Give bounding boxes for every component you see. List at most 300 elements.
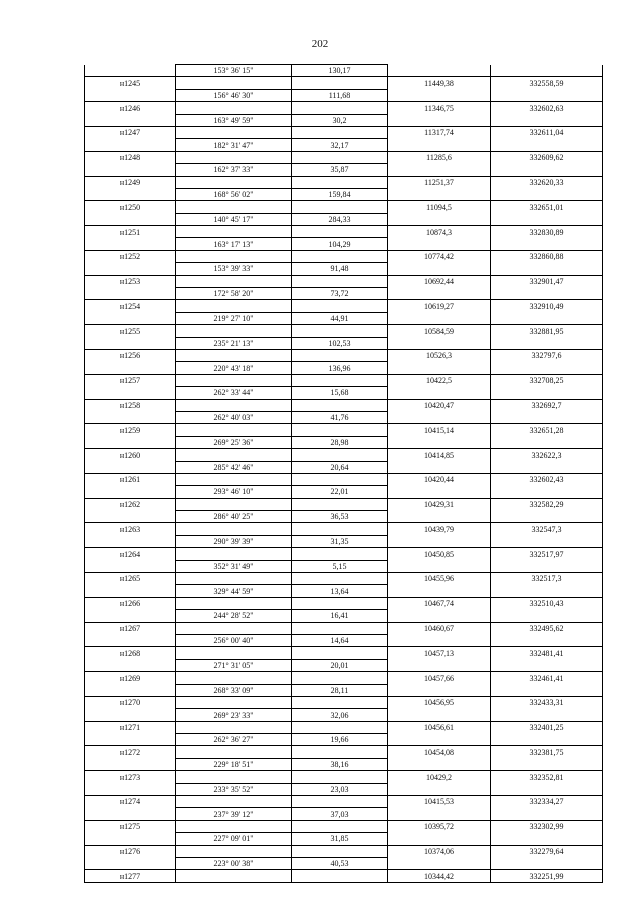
direction-angle-cell: 237° 39' 12" [176, 808, 292, 820]
empty-cell [176, 126, 292, 138]
segment-row [85, 783, 603, 795]
point-name-cell: н1245 [85, 77, 176, 89]
empty-cell [388, 486, 491, 498]
segment-row [85, 858, 603, 870]
empty-cell [85, 238, 176, 250]
empty-cell [176, 597, 292, 609]
direction-angle-cell: 271° 31' 05" [176, 659, 292, 671]
empty-cell [292, 226, 388, 238]
empty-cell [292, 820, 388, 832]
empty-cell [491, 164, 603, 176]
empty-cell [176, 796, 292, 808]
empty-cell [85, 808, 176, 820]
x-coordinate-cell: 10526,3 [388, 349, 491, 361]
empty-cell [176, 696, 292, 708]
empty-cell [85, 164, 176, 176]
length-cell: 28,11 [292, 684, 388, 696]
x-coordinate-cell: 11449,38 [388, 77, 491, 89]
y-coordinate-cell: 332461,41 [491, 672, 603, 684]
direction-angle-cell: 290° 39' 39" [176, 535, 292, 547]
empty-cell [388, 213, 491, 225]
x-coordinate-cell: 10456,95 [388, 696, 491, 708]
empty-cell [292, 597, 388, 609]
empty-cell [491, 535, 603, 547]
empty-cell [176, 374, 292, 386]
empty-cell [388, 238, 491, 250]
empty-cell [85, 188, 176, 200]
empty-cell [176, 399, 292, 411]
empty-cell [176, 176, 292, 188]
empty-cell [85, 65, 176, 77]
empty-cell [85, 486, 176, 498]
point-row [85, 151, 603, 163]
empty-cell [388, 164, 491, 176]
point-name-cell: н1265 [85, 573, 176, 585]
empty-cell [292, 424, 388, 436]
direction-angle-cell: 182° 31' 47" [176, 139, 292, 151]
point-row [85, 349, 603, 361]
direction-angle-cell: 293° 46' 10" [176, 486, 292, 498]
y-coordinate-cell: 332495,62 [491, 622, 603, 634]
empty-cell [292, 573, 388, 585]
point-row [85, 622, 603, 634]
point-name-cell: н1252 [85, 250, 176, 262]
length-cell: 36,53 [292, 511, 388, 523]
point-name-cell: н1246 [85, 102, 176, 114]
point-name-cell: н1256 [85, 349, 176, 361]
empty-cell [388, 65, 491, 77]
direction-angle-cell: 172° 58' 20" [176, 288, 292, 300]
coordinates-table [84, 64, 603, 883]
y-coordinate-cell: 332381,75 [491, 746, 603, 758]
direction-angle-cell: 227° 09' 01" [176, 833, 292, 845]
x-coordinate-cell: 10439,79 [388, 523, 491, 535]
empty-cell [491, 213, 603, 225]
empty-cell [491, 783, 603, 795]
point-row [85, 597, 603, 609]
empty-cell [388, 535, 491, 547]
length-cell: 91,48 [292, 263, 388, 275]
empty-cell [388, 312, 491, 324]
empty-cell [292, 498, 388, 510]
direction-angle-cell: 233° 35' 52" [176, 783, 292, 795]
segment-row [85, 659, 603, 671]
length-cell: 32,17 [292, 139, 388, 151]
x-coordinate-cell: 10457,13 [388, 647, 491, 659]
empty-cell [176, 102, 292, 114]
empty-cell [388, 585, 491, 597]
empty-cell [85, 337, 176, 349]
y-coordinate-cell: 332797,6 [491, 349, 603, 361]
direction-angle-cell: 268° 33' 09" [176, 684, 292, 696]
x-coordinate-cell: 10619,27 [388, 300, 491, 312]
point-name-cell: н1258 [85, 399, 176, 411]
point-name-cell: н1270 [85, 696, 176, 708]
empty-cell [292, 449, 388, 461]
page-number: 202 [311, 38, 329, 50]
length-cell: 20,01 [292, 659, 388, 671]
point-name-cell: н1262 [85, 498, 176, 510]
point-row [85, 424, 603, 436]
point-name-cell: н1251 [85, 226, 176, 238]
empty-cell [388, 833, 491, 845]
point-name-cell: н1277 [85, 870, 176, 882]
point-name-cell: н1250 [85, 201, 176, 213]
x-coordinate-cell: 11251,37 [388, 176, 491, 188]
length-cell: 37,03 [292, 808, 388, 820]
length-cell: 40,53 [292, 858, 388, 870]
direction-angle-cell: 244° 28' 52" [176, 610, 292, 622]
y-coordinate-cell: 332611,04 [491, 126, 603, 138]
length-cell: 284,33 [292, 213, 388, 225]
y-coordinate-cell: 332481,41 [491, 647, 603, 659]
empty-cell [292, 473, 388, 485]
empty-cell [491, 312, 603, 324]
empty-cell [491, 709, 603, 721]
empty-cell [491, 263, 603, 275]
empty-cell [85, 634, 176, 646]
point-row [85, 548, 603, 560]
y-coordinate-cell: 332334,27 [491, 796, 603, 808]
length-cell: 15,68 [292, 387, 388, 399]
point-row [85, 845, 603, 857]
empty-cell [491, 188, 603, 200]
segment-row [85, 709, 603, 721]
x-coordinate-cell: 10344,42 [388, 870, 491, 882]
empty-cell [292, 325, 388, 337]
direction-angle-cell: 235° 21' 13" [176, 337, 292, 349]
x-coordinate-cell: 10415,14 [388, 424, 491, 436]
direction-angle-cell: 168° 56' 02" [176, 188, 292, 200]
empty-cell [491, 758, 603, 770]
empty-cell [491, 238, 603, 250]
empty-cell [85, 89, 176, 101]
empty-cell [85, 610, 176, 622]
empty-cell [292, 870, 388, 882]
point-row [85, 201, 603, 213]
empty-cell [292, 300, 388, 312]
empty-cell [491, 89, 603, 101]
empty-cell [388, 783, 491, 795]
empty-cell [176, 349, 292, 361]
empty-cell [292, 548, 388, 560]
empty-cell [176, 573, 292, 585]
empty-cell [388, 89, 491, 101]
x-coordinate-cell: 10467,74 [388, 597, 491, 609]
point-row [85, 176, 603, 188]
empty-cell [388, 263, 491, 275]
point-row [85, 870, 603, 882]
empty-cell [292, 275, 388, 287]
x-coordinate-cell: 10450,85 [388, 548, 491, 560]
empty-cell [491, 833, 603, 845]
point-name-cell: н1264 [85, 548, 176, 560]
direction-angle-cell: 229° 18' 51" [176, 758, 292, 770]
empty-cell [388, 511, 491, 523]
x-coordinate-cell: 10420,47 [388, 399, 491, 411]
length-cell: 16,41 [292, 610, 388, 622]
y-coordinate-cell: 332860,88 [491, 250, 603, 262]
empty-cell [491, 808, 603, 820]
y-coordinate-cell: 332910,49 [491, 300, 603, 312]
empty-cell [85, 758, 176, 770]
y-coordinate-cell: 332609,62 [491, 151, 603, 163]
point-name-cell: н1261 [85, 473, 176, 485]
empty-cell [176, 721, 292, 733]
empty-cell [85, 436, 176, 448]
empty-cell [491, 139, 603, 151]
x-coordinate-cell: 11346,75 [388, 102, 491, 114]
point-name-cell: н1253 [85, 275, 176, 287]
empty-cell [491, 511, 603, 523]
direction-angle-cell: 286° 40' 25" [176, 511, 292, 523]
empty-cell [388, 684, 491, 696]
empty-cell [491, 411, 603, 423]
point-row [85, 473, 603, 485]
coordinates-table-body [85, 65, 603, 883]
length-cell: 5,15 [292, 560, 388, 572]
y-coordinate-cell: 332582,29 [491, 498, 603, 510]
segment-row [85, 808, 603, 820]
empty-cell [491, 684, 603, 696]
point-row [85, 325, 603, 337]
empty-cell [85, 387, 176, 399]
empty-cell [85, 411, 176, 423]
empty-cell [176, 473, 292, 485]
y-coordinate-cell: 332692,7 [491, 399, 603, 411]
length-cell: 35,87 [292, 164, 388, 176]
empty-cell [176, 300, 292, 312]
empty-cell [292, 374, 388, 386]
empty-cell [85, 535, 176, 547]
empty-cell [388, 610, 491, 622]
direction-angle-cell: 140° 45' 17" [176, 213, 292, 225]
direction-angle-cell: 262° 40' 03" [176, 411, 292, 423]
empty-cell [176, 870, 292, 882]
point-row [85, 573, 603, 585]
y-coordinate-cell: 332602,63 [491, 102, 603, 114]
point-row [85, 523, 603, 535]
x-coordinate-cell: 11317,74 [388, 126, 491, 138]
empty-cell [176, 746, 292, 758]
empty-cell [176, 647, 292, 659]
point-name-cell: н1260 [85, 449, 176, 461]
direction-angle-cell: 262° 36' 27" [176, 734, 292, 746]
length-cell: 136,96 [292, 362, 388, 374]
segment-row [85, 684, 603, 696]
point-row [85, 820, 603, 832]
y-coordinate-cell: 332620,33 [491, 176, 603, 188]
point-row [85, 275, 603, 287]
empty-cell [491, 734, 603, 746]
point-name-cell: н1275 [85, 820, 176, 832]
empty-cell [292, 176, 388, 188]
empty-cell [491, 362, 603, 374]
segment-row [85, 461, 603, 473]
empty-cell [85, 114, 176, 126]
empty-cell [176, 201, 292, 213]
empty-cell [292, 250, 388, 262]
direction-angle-cell: 223° 00' 38" [176, 858, 292, 870]
empty-cell [292, 349, 388, 361]
empty-cell [388, 634, 491, 646]
y-coordinate-cell: 332433,31 [491, 696, 603, 708]
x-coordinate-cell: 10774,42 [388, 250, 491, 262]
length-cell: 104,29 [292, 238, 388, 250]
empty-cell [85, 709, 176, 721]
length-cell: 19,66 [292, 734, 388, 746]
length-cell: 20,64 [292, 461, 388, 473]
x-coordinate-cell: 10429,2 [388, 771, 491, 783]
y-coordinate-cell: 332401,25 [491, 721, 603, 733]
empty-cell [388, 337, 491, 349]
empty-cell [388, 188, 491, 200]
y-coordinate-cell: 332622,3 [491, 449, 603, 461]
segment-row [85, 139, 603, 151]
empty-cell [85, 684, 176, 696]
segment-row [85, 65, 603, 77]
length-cell: 41,76 [292, 411, 388, 423]
empty-cell [388, 758, 491, 770]
y-coordinate-cell: 332510,43 [491, 597, 603, 609]
empty-cell [292, 102, 388, 114]
length-cell: 30,2 [292, 114, 388, 126]
empty-cell [85, 362, 176, 374]
x-coordinate-cell: 10429,31 [388, 498, 491, 510]
segment-row [85, 387, 603, 399]
direction-angle-cell: 153° 39' 33" [176, 263, 292, 275]
empty-cell [176, 523, 292, 535]
x-coordinate-cell: 10460,67 [388, 622, 491, 634]
length-cell: 73,72 [292, 288, 388, 300]
point-name-cell: н1248 [85, 151, 176, 163]
empty-cell [176, 498, 292, 510]
empty-cell [388, 734, 491, 746]
direction-angle-cell: 162° 37' 33" [176, 164, 292, 176]
direction-angle-cell: 220° 43' 18" [176, 362, 292, 374]
empty-cell [292, 771, 388, 783]
empty-cell [292, 796, 388, 808]
point-name-cell: н1249 [85, 176, 176, 188]
x-coordinate-cell: 10374,06 [388, 845, 491, 857]
segment-row [85, 188, 603, 200]
empty-cell [388, 362, 491, 374]
point-name-cell: н1266 [85, 597, 176, 609]
y-coordinate-cell: 332517,3 [491, 573, 603, 585]
empty-cell [292, 77, 388, 89]
empty-cell [85, 312, 176, 324]
empty-cell [388, 858, 491, 870]
point-name-cell: н1271 [85, 721, 176, 733]
point-name-cell: н1247 [85, 126, 176, 138]
point-row [85, 449, 603, 461]
empty-cell [176, 771, 292, 783]
empty-cell [292, 151, 388, 163]
segment-row [85, 337, 603, 349]
length-cell: 111,68 [292, 89, 388, 101]
empty-cell [176, 548, 292, 560]
x-coordinate-cell: 11285,6 [388, 151, 491, 163]
y-coordinate-cell: 332881,95 [491, 325, 603, 337]
y-coordinate-cell: 332352,81 [491, 771, 603, 783]
length-cell: 130,17 [292, 65, 388, 77]
empty-cell [176, 845, 292, 857]
y-coordinate-cell: 332547,3 [491, 523, 603, 535]
x-coordinate-cell: 10395,72 [388, 820, 491, 832]
length-cell: 14,64 [292, 634, 388, 646]
length-cell: 44,91 [292, 312, 388, 324]
empty-cell [491, 634, 603, 646]
empty-cell [292, 696, 388, 708]
point-row [85, 77, 603, 89]
x-coordinate-cell: 10415,53 [388, 796, 491, 808]
empty-cell [176, 820, 292, 832]
segment-row [85, 288, 603, 300]
x-coordinate-cell: 10584,59 [388, 325, 491, 337]
y-coordinate-cell: 332708,25 [491, 374, 603, 386]
empty-cell [491, 114, 603, 126]
segment-row [85, 610, 603, 622]
empty-cell [491, 288, 603, 300]
length-cell: 13,64 [292, 585, 388, 597]
y-coordinate-cell: 332251,99 [491, 870, 603, 882]
empty-cell [85, 783, 176, 795]
empty-cell [491, 461, 603, 473]
empty-cell [388, 387, 491, 399]
y-coordinate-cell: 332279,64 [491, 845, 603, 857]
empty-cell [176, 77, 292, 89]
direction-angle-cell: 352° 31' 49" [176, 560, 292, 572]
empty-cell [85, 833, 176, 845]
empty-cell [292, 721, 388, 733]
length-cell: 28,98 [292, 436, 388, 448]
point-name-cell: н1255 [85, 325, 176, 337]
point-row [85, 226, 603, 238]
empty-cell [85, 288, 176, 300]
x-coordinate-cell: 10420,44 [388, 473, 491, 485]
empty-cell [176, 672, 292, 684]
segment-row [85, 585, 603, 597]
length-cell: 31,35 [292, 535, 388, 547]
direction-angle-cell: 163° 17' 13" [176, 238, 292, 250]
empty-cell [176, 325, 292, 337]
y-coordinate-cell: 332558,59 [491, 77, 603, 89]
point-name-cell: н1267 [85, 622, 176, 634]
segment-row [85, 263, 603, 275]
empty-cell [292, 126, 388, 138]
direction-angle-cell: 329° 44' 59" [176, 585, 292, 597]
direction-angle-cell: 269° 23' 33" [176, 709, 292, 721]
empty-cell [388, 411, 491, 423]
empty-cell [388, 461, 491, 473]
empty-cell [292, 746, 388, 758]
direction-angle-cell: 285° 42' 46" [176, 461, 292, 473]
empty-cell [388, 436, 491, 448]
empty-cell [388, 139, 491, 151]
x-coordinate-cell: 10456,61 [388, 721, 491, 733]
empty-cell [85, 461, 176, 473]
point-row [85, 399, 603, 411]
y-coordinate-cell: 332651,28 [491, 424, 603, 436]
y-coordinate-cell: 332651,01 [491, 201, 603, 213]
point-name-cell: н1268 [85, 647, 176, 659]
empty-cell [388, 114, 491, 126]
x-coordinate-cell: 10454,08 [388, 746, 491, 758]
point-name-cell: н1257 [85, 374, 176, 386]
empty-cell [85, 659, 176, 671]
length-cell: 102,53 [292, 337, 388, 349]
point-row [85, 126, 603, 138]
